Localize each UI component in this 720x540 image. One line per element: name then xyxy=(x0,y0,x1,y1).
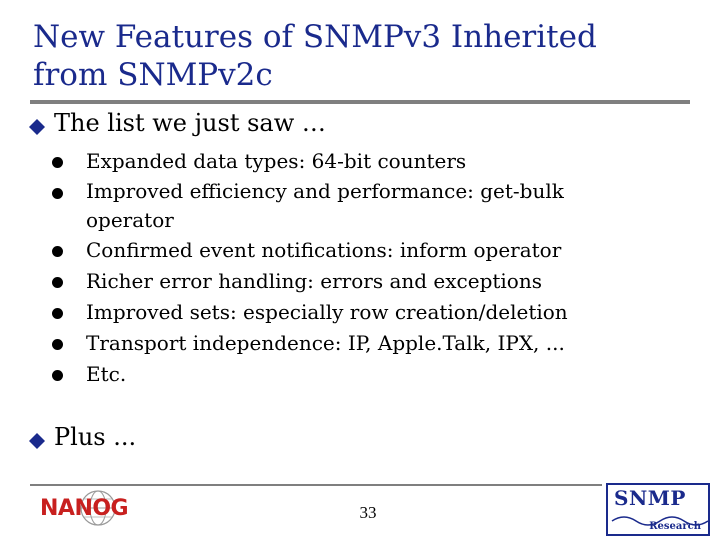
bullet-text: The list we just saw … xyxy=(54,109,326,137)
dot-bullet-icon xyxy=(52,339,63,350)
list-item-text: operator xyxy=(86,208,174,232)
list-item-text: Improved sets: especially row creation/deletion xyxy=(86,300,568,324)
nanog-logo xyxy=(40,488,150,528)
title-divider xyxy=(30,100,690,104)
bullet-text: Plus ... xyxy=(54,423,137,451)
snmp-research-logo xyxy=(606,483,710,536)
list-item xyxy=(52,297,652,328)
dot-bullet-icon xyxy=(52,308,63,319)
diamond-bullet-icon xyxy=(28,114,46,142)
snmp-wordmark: SNMP xyxy=(614,486,686,510)
list-item xyxy=(52,359,652,390)
list-item-text: Improved efficiency and performance: get-bulk xyxy=(86,179,564,203)
list-item-text: Confirmed event notifications: inform operator xyxy=(86,238,562,262)
list-item xyxy=(52,177,652,235)
list-item xyxy=(52,266,652,297)
list-item xyxy=(52,235,652,266)
list-item-text: Richer error handling: errors and exceptions xyxy=(86,269,542,293)
diamond-bullet-icon xyxy=(28,428,46,456)
nanog-wordmark: NANOG xyxy=(40,496,129,521)
dot-bullet-icon xyxy=(52,246,63,257)
list-item-text: Expanded data types: 64-bit counters xyxy=(86,149,467,173)
dot-bullet-icon xyxy=(52,157,63,168)
slide-title xyxy=(33,18,673,94)
title-line-2: from SNMPv2c xyxy=(33,57,273,93)
list-item xyxy=(52,146,652,177)
research-wordmark: Research xyxy=(649,521,701,532)
dot-bullet-icon xyxy=(52,370,63,381)
list-item-text: Transport independence: IP, Apple.Talk, IPX, ... xyxy=(86,331,565,355)
dot-bullet-icon xyxy=(52,277,63,288)
footer-divider xyxy=(30,484,602,486)
sub-bullet-list xyxy=(52,146,652,390)
list-item xyxy=(52,328,652,359)
title-line-1: New Features of SNMPv3 Inherited xyxy=(33,19,597,55)
dot-bullet-icon xyxy=(52,188,63,199)
page-number: 33 xyxy=(359,503,377,522)
list-item-text: Etc. xyxy=(86,362,127,386)
